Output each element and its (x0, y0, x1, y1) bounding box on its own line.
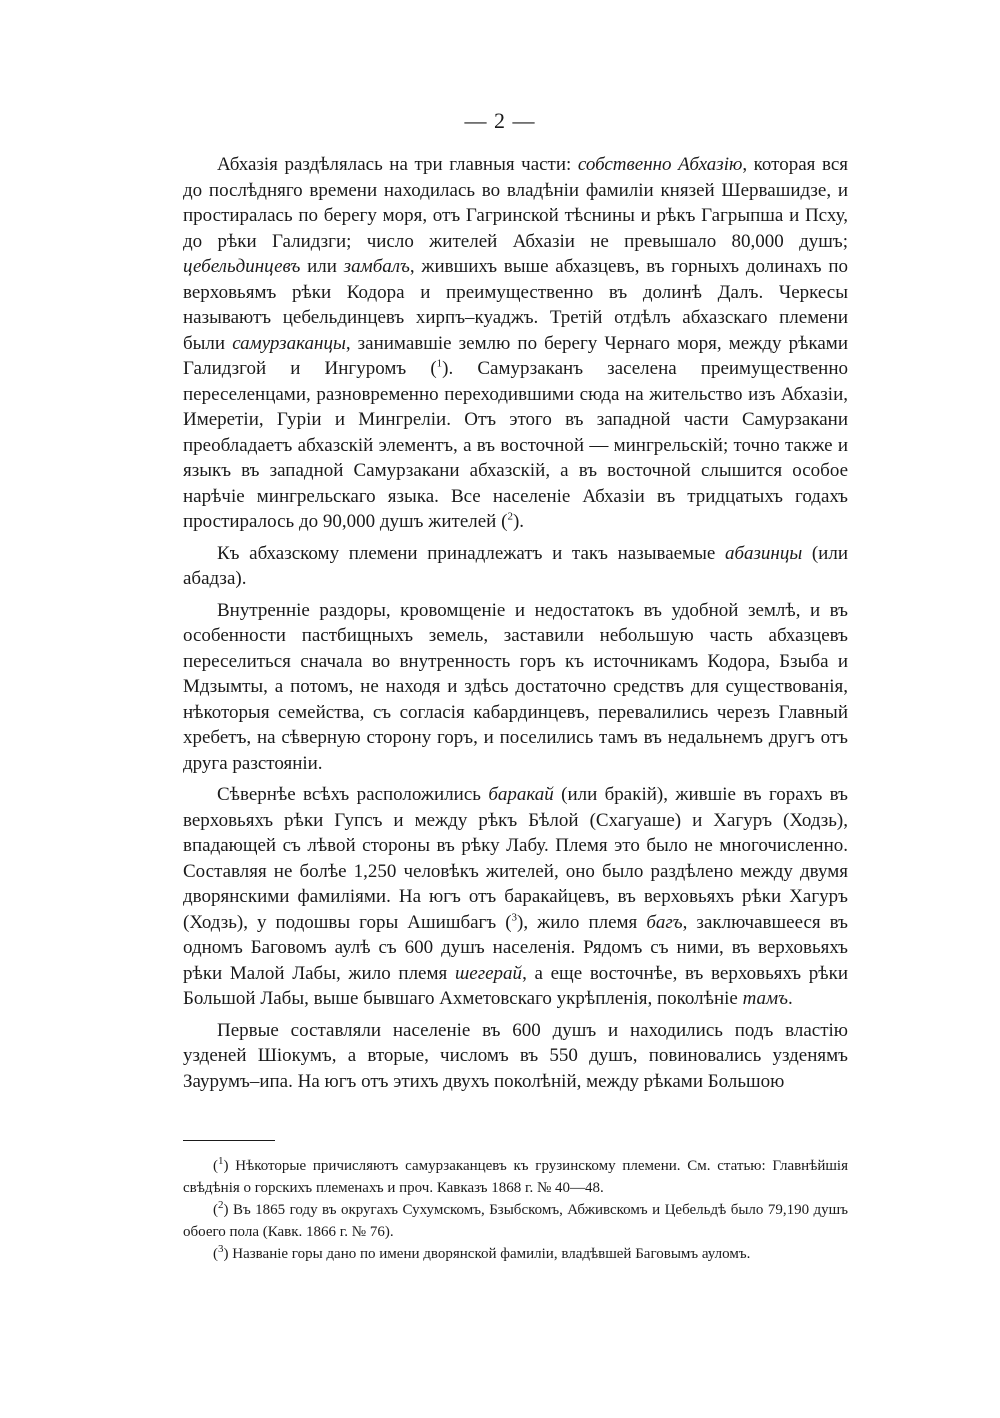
text-segment: Абхазія раздѣлялась на три главныя части: (217, 154, 578, 175)
italic-term: шегерай (454, 962, 523, 984)
italic-term: самурзаканцы (232, 332, 346, 354)
text-segment: Первые составляли населеніе въ 600 душъ и находились подъ властію узденей Шіокумъ, а вторые, числомъ въ 550 душъ, повиновались узденямъ Заурумъ–ипа. На югъ отъ этихъ двухъ поколѣній, между рѣками Большою (183, 1019, 848, 1092)
text-segment: Сѣвернѣе всѣхъ расположились (217, 784, 489, 805)
italic-term: цебельдинцевъ (183, 256, 301, 277)
paragraph (183, 782, 848, 1012)
footnote-text: Въ 1865 году въ округахъ Сухумскомъ, Бзыбскомъ, Абживскомъ и Цебельдѣ было 79,190 душъ обоего пола (Кавк. 1866 г. № 76). (183, 1202, 848, 1240)
footnote: ($^3$) Названіе горы дано по имени дворянской фамиліи, владѣвшей Баговымъ ауломъ. (213, 1243, 751, 1262)
page-number: — 2 — (464, 108, 536, 133)
footnote: ($^2$) Въ 1865 году въ округахъ Сухумскомъ, Бзыбскомъ, Абживскомъ и Цебельдѣ было 79,190 душъ обоего пола (Кавк. 1866 г. № 76). (183, 1199, 848, 1240)
text-segment: ), жило племя (517, 911, 647, 933)
italic-term: тамъ (742, 988, 789, 1009)
italic-term: собственно Абхазію (577, 154, 743, 175)
italic-term: замбалъ (343, 256, 410, 277)
footnote-mark: 2 (218, 1199, 224, 1211)
footnotes (183, 1155, 848, 1265)
text-segment: (или бракій), жившіе въ горахъ въ верховьяхъ рѣки Гупсъ и между рѣкъ Бѣлой (Схагуаше) и Хагуръ (Ходзь), впадающей съ лѣвой стороны въ рѣку Лабу. Племя это было не многочисленно. Составляя не болѣе 1,250 человѣкъ жителей, оно было раздѣлено между двумя дворянскими фамиліями. На югъ отъ баракайцевъ, въ верховьяхъ рѣки Хагуръ (Ходзь), у подошвы горы Ашишбагъ ( (183, 784, 849, 933)
paragraph (183, 541, 848, 592)
footnote-reference: 3 (511, 911, 518, 924)
text-segment: , которая вся до послѣдняго времени находилась во владѣніи фамиліи князей Шервашидзе, и простиралась по берегу моря, отъ Гагринской тѣснины и рѣкъ Гагрыпша и Псху, до рѣки Галидзги; число жителей Абхазіи не превышало 80,000 душъ; (183, 154, 848, 252)
paragraph (183, 152, 848, 535)
italic-term: багъ (646, 911, 683, 933)
text-segment: . (788, 988, 793, 1009)
text-segment: ). Самурзаканъ заселена преимущественно переселенцами, разновременно переходившими сюда на жительство изъ Абхазіи, Имеретіи, Гуріи и Мингреліи. Отъ этого въ западной части Самурзакани преобладаетъ абхазскій элементъ, а въ восточной — мингрельскій; точно также и языкъ въ западной Самурзакани абхазскій, а въ восточной слышится особое нарѣчіе мингрельскаго языка. Все населеніе Абхазіи въ тридцатыхъ годахъ простиралось до 90,000 душъ жителей ( (183, 358, 848, 532)
footnote-separator (183, 1140, 275, 1141)
footnote-mark: 1 (218, 1155, 224, 1167)
italic-term: абазинцы (724, 542, 803, 564)
text-segment: ). (512, 511, 525, 532)
text-segment: , занимавшіе землю по берегу Чернаго моря, между рѣками Галидзгой и Ингуромъ ( (183, 332, 848, 379)
footnote-text: Названіе горы дано по имени дворянской фамиліи, владѣвшей Баговымъ ауломъ. (232, 1246, 751, 1262)
text-segment: или (300, 256, 344, 277)
footnote: ($^1$) Нѣкоторые причисляютъ самурзаканцевъ къ грузинскому племени. См. статью: Главнѣйшія свѣдѣнія о горскихъ племенахъ и проч. Кавказъ 1868 г. № 40—48. (183, 1155, 848, 1196)
text-segment: Къ абхазскому племени принадлежатъ и такъ называемые (217, 542, 725, 564)
paragraph (183, 598, 848, 777)
text-segment: Внутренніе раздоры, кровомщеніе и недостатокъ въ удобной землѣ, и въ особенности пастбищныхъ земель, заставили небольшую часть абхазцевъ переселиться сначала во внутренность горъ къ источникамъ Кодора, Бзыба и Мдзымты, а потомъ, не находя и здѣсь достаточно средствъ для существованія, нѣкоторыя семейства, съ согласія кабардинцевъ, перевалились черезъ Главный хребетъ, на сѣверную сторону горъ, и поселились тамъ въ недальнемъ другъ отъ друга разстояніи. (183, 599, 848, 774)
text-segment: (или абадза). (183, 542, 848, 589)
main-text (183, 152, 848, 1094)
footnote-reference: 1 (436, 357, 443, 370)
italic-term: баракай (488, 784, 554, 805)
text-segment: , а еще восточнѣе, въ верховьяхъ рѣки Большой Лабы, выше бывшаго Ахметовскаго укрѣпленія, поколѣніе (183, 962, 848, 1009)
footnote-reference: 2 (507, 510, 513, 523)
text-segment: , заключавшееся въ одномъ Баговомъ аулѣ съ 600 душъ населенія. Рядомъ съ ними, въ верховьяхъ рѣки Малой Лабы, жило племя (183, 911, 849, 984)
text-segment: , жившихъ выше абхазцевъ, въ горныхъ долинахъ по верховьямъ рѣки Кодора и преимущественно въ долинѣ Далъ. Черкесы называютъ цебельдинцевъ хирпъ–куаджъ. Третій отдѣлъ абхазскаго племени были (183, 256, 848, 354)
footnote-mark: 3 (218, 1243, 224, 1255)
footnote-text: Нѣкоторые причисляютъ самурзаканцевъ къ грузинскому племени. См. статью: Главнѣйшія свѣдѣнія о горскихъ племенахъ и проч. Кавказъ 1868 г. № 40—48. (183, 1158, 848, 1196)
paragraph (183, 1018, 848, 1095)
